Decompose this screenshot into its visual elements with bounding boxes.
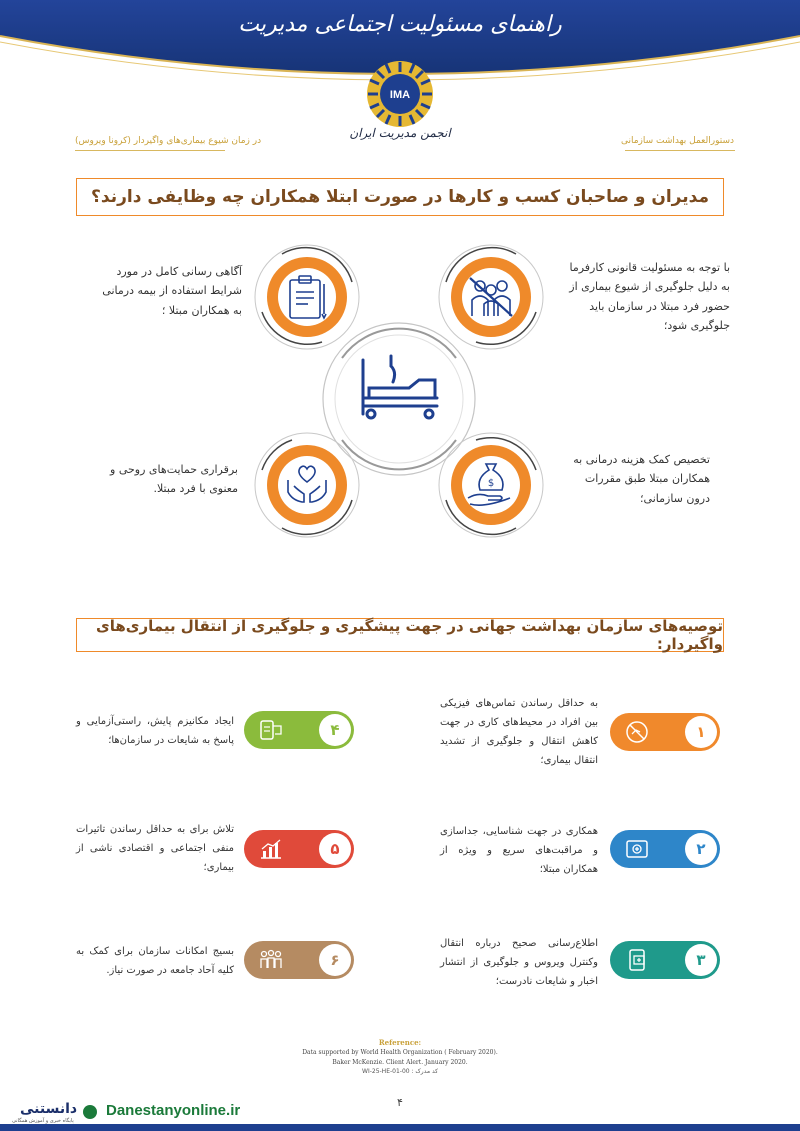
- who-item-2-number: ۲: [685, 833, 717, 865]
- watermark-tagline: پایگاه خبری و آموزش همگانی: [12, 1118, 74, 1124]
- reference-line: Baker McKenzie. Client Alert. January 2020.: [332, 1058, 468, 1066]
- who-item-3-pill: [610, 941, 720, 979]
- who-item-2-text: همکاری در جهت شناسایی، جداسازی و مراقبت‌های سریع و ویژه از همکاران مبتلا؛: [440, 826, 598, 875]
- no-contact-icon: [624, 720, 650, 744]
- id-care-icon: [624, 837, 650, 861]
- duty-text-1: با توجه به مسئولیت قانونی کارفرما به دلیل جلوگیری از شیوع بیماری از حضور فرد مبتلا در سازمان باید جلوگیری شود؛: [569, 261, 730, 332]
- duty-text-4: برقراری حمایت‌های روحی و معنوی با فرد مبتلا.: [110, 463, 238, 496]
- chart-icon: [258, 837, 284, 861]
- monitor-phone-icon: [258, 718, 284, 742]
- who-item-5-pill: [244, 830, 354, 868]
- who-heading: توصیه‌های سازمان بهداشت جهانی در جهت پیشگیری و جلوگیری از انتقال بیماری‌های واگیردار:: [76, 618, 724, 652]
- people-group-icon: [258, 948, 284, 972]
- duty-text-2: آگاهی رسانی کامل در مورد شرایط استفاده از بیمه درمانی به همکاران مبتلا ؛: [102, 265, 242, 317]
- heart-hands-icon: [282, 458, 332, 508]
- who-item-4-pill: [244, 711, 354, 749]
- reference-heading: Reference:: [378, 1038, 422, 1047]
- footer-bar: [0, 1124, 800, 1131]
- reference-line: Data supported by World Health Organization ( February 2020).: [302, 1049, 498, 1057]
- duties-heading: مدیران و صاحبان کسب و کار‌ها در صورت ابتلا همکاران چه وظایفی دارند؟: [76, 178, 724, 216]
- brand-name: انجمن مدیریت ایران: [349, 126, 451, 140]
- svg-text:$: $: [487, 478, 495, 489]
- who-item-6-number: ۶: [319, 944, 351, 976]
- document-code: WI-25-HE-01-00 : کد مدرک: [362, 1068, 438, 1075]
- money-bag-hand-icon: [464, 458, 518, 510]
- who-item-4-text: ایجاد مکانیزم پایش، راستی‌آزمایی و پاسخ به شایعات در سازمان‌ها؛: [76, 716, 234, 746]
- duty-text-3: تخصیص کمک هزینه درمانی به همکاران مبتلا طبق مقررات درون سازمانی؛: [573, 453, 710, 505]
- who-item-5-text: تلاش برای به حداقل رساندن تاثیرات منفی اجتماعی و اقتصادی ناشی از بیماری؛: [76, 824, 234, 873]
- header-left-subtitle: در زمان شیوع بیماری‌های واگیردار (کرونا ویروس): [75, 136, 262, 146]
- document-title: راهنمای مسئولیت اجتماعی مدیریت: [238, 12, 562, 37]
- logo-text: IMA: [389, 89, 411, 101]
- who-item-2-pill: [610, 830, 720, 868]
- insurance-form-icon: [282, 274, 332, 322]
- no-people-icon: [464, 272, 518, 322]
- who-item-5-number: ۵: [319, 833, 351, 865]
- who-item-3-number: ۳: [685, 944, 717, 976]
- watermark-site[interactable]: Danestanyonline.ir: [106, 1102, 241, 1119]
- header-right-subtitle: دستورالعمل بهداشت سازمانی: [620, 136, 734, 146]
- page-number: ۴: [397, 1096, 403, 1109]
- watermark-name: دانستنی: [20, 1101, 78, 1117]
- references: [0, 1037, 800, 1067]
- who-item-1-pill: [610, 713, 720, 751]
- who-item-3-text: اطلاع‌رسانی صحیح درباره انتقال وکنترل ویروس و جلوگیری از انتشار اخبار و شایعات نادرست؛: [440, 938, 598, 987]
- mobile-info-icon: [624, 948, 650, 972]
- who-item-1-number: ۱: [685, 716, 717, 748]
- divider: [625, 150, 735, 151]
- who-item-6-text: بسیج امکانات سازمان برای کمک به کلیه آحاد جامعه در صورت نیاز.: [76, 946, 234, 976]
- who-item-6-pill: [244, 941, 354, 979]
- ima-logo: [366, 60, 434, 128]
- hospital-bed-icon: [357, 352, 443, 422]
- who-item-1-text: به حداقل رساندن تماس‌های فیزیکی بین افراد در محیط‌های کاری در جهت کاهش انتقال و جلوگیری از تشدید انتقال بیماری؛: [440, 698, 598, 766]
- who-item-4-number: ۴: [319, 714, 351, 746]
- divider: [75, 150, 225, 151]
